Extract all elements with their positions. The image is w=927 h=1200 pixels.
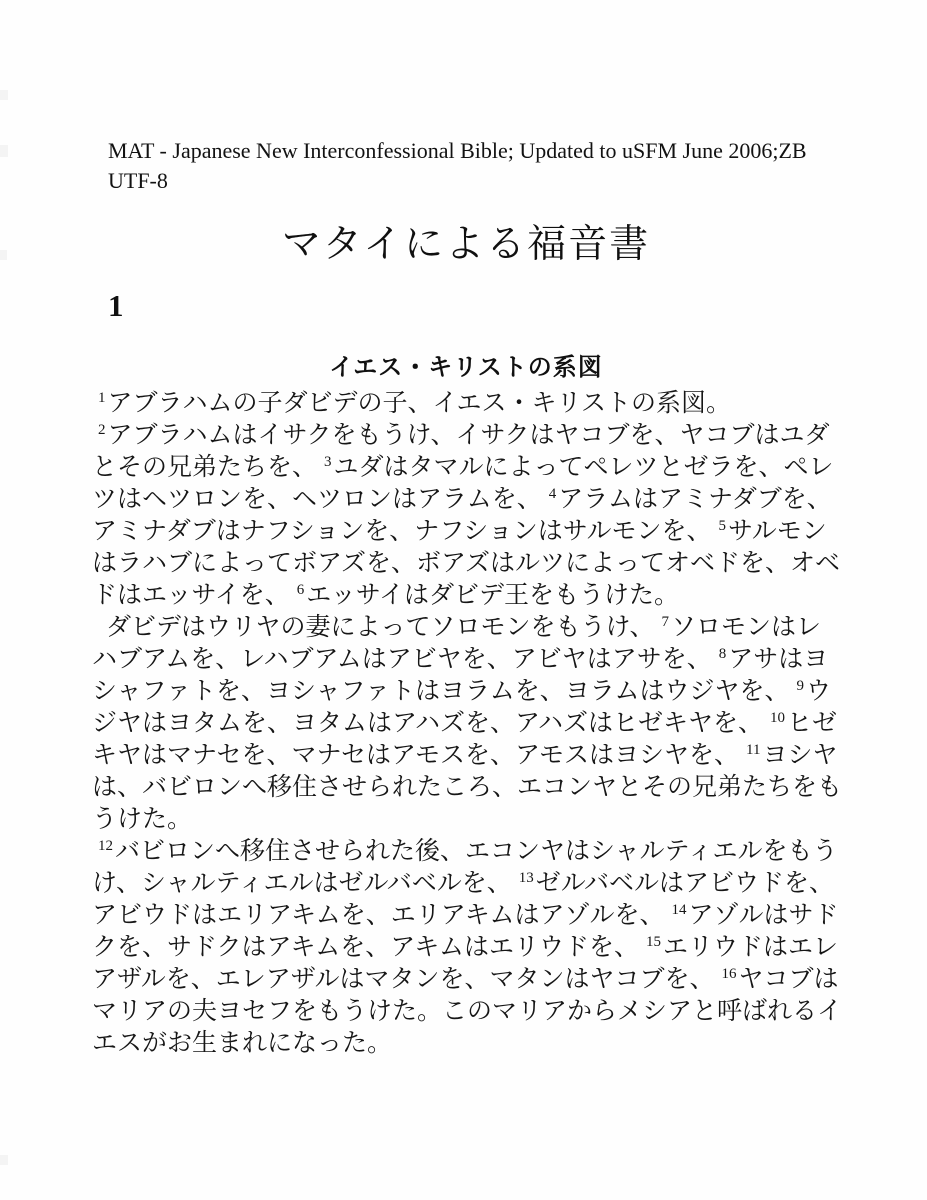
verse-number: 15 [646, 934, 662, 950]
scan-speckle [0, 250, 7, 260]
bible-paragraph: $^2$アブラハムはイサクをもうけ、イサクはヤコブを、ヤコブはユダとその兄弟たちを、 $^3$ユダはタマルによってペレツとゼラを、ペレツはヘツロンを、ヘツロンはアラムを、 $^4$アラムはアミナダブを、アミナダブはナフションを、ナフションはサルモンを、 $^5$サルモンはラハブによってボアズを、ボアズはルツによってオベドを、オベドはエッサイを、 $^6$エッサイはダビデ王をもうけた。 [92, 422, 841, 609]
verse-number: 4 [548, 486, 557, 502]
verse-number: 10 [770, 710, 786, 726]
scan-speckle [0, 145, 8, 157]
verse-number: 7 [661, 614, 670, 630]
chapter-number: 1 [108, 288, 124, 323]
bible-paragraph: $^{12}$バビロンへ移住させられた後、エコンヤはシャルティエルをもうけ、シャルティエルはゼルバベルを、 $^{13}$ゼルバベルはアビウドを、アビウドはエリアキムを、エリアキムはアゾルを、 $^{14}$アゾルはサドクを、サドクはアキムを、アキムはエリウドを、 $^{15}$エリウドはエレアザルを、エレアザルはマタンを、マタンはヤコブを、 $^{16}$ヤコブはマリアの夫ヨセフをもうけた。このマリアからメシアと呼ばれるイエスがお生まれになった。 [92, 838, 843, 1057]
verse-number: 6 [296, 582, 305, 598]
scripture-text [92, 388, 842, 1060]
verse-number: 5 [718, 518, 727, 534]
scan-speckle [0, 1155, 8, 1165]
verse-number: 2 [98, 422, 106, 438]
book-title: マタイによる福音書 [281, 223, 651, 266]
verse-number: 14 [671, 902, 687, 918]
section-heading: イエス・キリストの系図 [329, 355, 603, 381]
verse-number: 13 [518, 870, 534, 886]
scan-speckle [0, 90, 8, 100]
bible-paragraph: $^1$アブラハムの子ダビデの子、イエス・キリストの系図。 [98, 390, 732, 417]
file-description: MAT - Japanese New Interconfessional Bible; Updated to uSFM June 2006;ZB [108, 138, 807, 163]
verse-number: 3 [324, 454, 332, 470]
verse-number: 16 [721, 966, 737, 982]
file-encoding: UTF-8 [108, 168, 168, 193]
verse-number: 11 [746, 742, 761, 758]
bible-paragraph: ダビデはウリヤの妻によってソロモンをもうけ、 $^7$ソロモンはレハブアムを、レハブアムはアビヤを、アビヤはアサを、 $^8$アサはヨシャファトを、ヨシャファトはヨラムを、ヨラムはウジヤを、 $^9$ウジヤはヨタムを、ヨタムはアハズを、アハズはヒゼキヤを、 $^{10}$ヒゼキヤはマナセを、マナセはアモスを、アモスはヨシヤを、 $^{11}$ヨシヤは、バビロンへ移住させられたころ、エコンヤとその兄弟たちをもうけた。 [92, 614, 843, 833]
verse-number: 12 [98, 838, 113, 854]
verse-number: 1 [98, 390, 106, 406]
verse-number: 8 [718, 646, 727, 662]
verse-number: 9 [796, 678, 805, 694]
file-header [108, 136, 810, 196]
